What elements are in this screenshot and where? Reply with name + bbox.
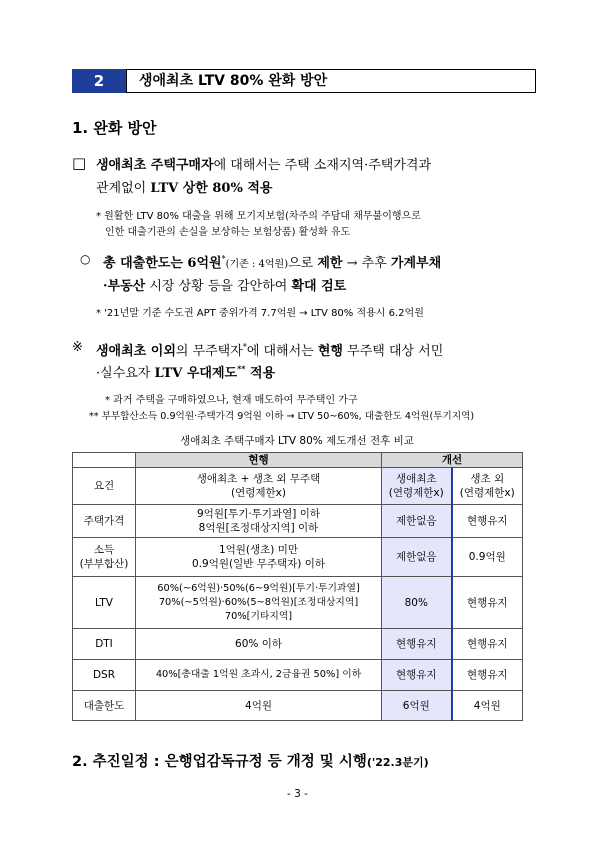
first-buyer-cell: 제한없음	[382, 538, 452, 577]
first-buyer-cell: 생애최초 (연령제한x)	[382, 468, 452, 505]
para3-note1: * 과거 주택을 구매하였으나, 현재 매도하여 무주택인 가구	[105, 395, 358, 406]
para3-text4: ·실수요자	[96, 366, 155, 381]
table-row	[73, 538, 523, 577]
para3-text2: 에 대해서는	[246, 344, 318, 359]
first-buyer-cell: 제한없음	[382, 505, 452, 538]
square-bullet: □	[72, 154, 87, 172]
table-caption: 생애최초 주택구매자 LTV 80% 제도개선 전후 비교	[180, 435, 414, 447]
other-buyer-cell: 현행유지	[452, 660, 523, 691]
heading-2-tail: ('22.3분기)	[366, 756, 429, 769]
current-cell: 1억원(생초) 미만 0.9억원(일반 무주택자) 이하	[136, 538, 382, 577]
current-cell: 9억원[투기·투기과열] 이하 8억원[조정대상지역] 이하	[136, 505, 382, 538]
other-buyer-cell: 현행유지	[452, 505, 523, 538]
para2-line1	[103, 252, 441, 271]
para3-line2	[96, 362, 275, 381]
para2-bold-limit: 총 대출한도는 6억원	[103, 256, 222, 271]
para2-line2	[103, 275, 346, 294]
current-cell: 생애최초 + 생초 외 무주택 (연령제한x)	[136, 468, 382, 505]
para2-bold-household: 가계부채	[390, 256, 442, 271]
heading-1: 1. 완화 방안	[72, 119, 157, 137]
para2-arrow: → 추후	[342, 256, 391, 271]
current-cell: 60% 이하	[136, 629, 382, 660]
para3-bold-apply: 적용	[245, 366, 276, 381]
para2-text2: 시장 상황 등을 감안하여	[145, 279, 292, 294]
current-cell: 60%(~6억원)·50%(6~9억원)[투기·투기과열] 70%(~5억원)·60%(5~8억원)[조정대상지역] 70%[기타지역]	[136, 577, 382, 629]
para1-bold-ltv: LTV 상한 80% 적용	[150, 181, 273, 196]
row-label-cell: 대출한도	[73, 691, 136, 721]
para3-text1: 의 무주택자	[175, 344, 243, 359]
para2-bold-review: 확대 검토	[291, 279, 347, 294]
para3-sup: *	[242, 342, 247, 352]
header-improve: 개선	[382, 453, 523, 468]
other-buyer-cell: 생초 외 (연령제한x)	[452, 468, 523, 505]
row-label-cell: 주택가격	[73, 505, 136, 538]
row-label-cell: DTI	[73, 629, 136, 660]
row-label-cell: 요건	[73, 468, 136, 505]
table-row	[73, 505, 523, 538]
table-row	[73, 468, 523, 505]
table-body	[73, 468, 523, 721]
current-cell: 40%[총대출 1억원 초과시, 2금융권 50%] 이하	[136, 660, 382, 691]
table-row	[73, 660, 523, 691]
table-header-row	[73, 453, 523, 468]
row-label-cell: DSR	[73, 660, 136, 691]
table-row	[73, 691, 523, 721]
first-buyer-cell: 80%	[382, 577, 452, 629]
para1-line2	[96, 177, 272, 196]
para2-paren: (기존 : 4억원)	[225, 259, 289, 270]
heading-2-main: 2. 추진일정 : 은행업감독규정 등 개정 및 시행	[72, 754, 367, 770]
first-buyer-cell: 6억원	[382, 691, 452, 721]
para1-text1: 에 대해서는 주택 소재지역·주택가격과	[213, 158, 432, 173]
para3-sup2: **	[237, 363, 246, 374]
row-label-cell: 소득 (부부합산)	[73, 538, 136, 577]
para2-text1: 으로	[288, 256, 318, 271]
first-buyer-cell: 현행유지	[382, 629, 452, 660]
para1-bold-subject: 생애최초 주택구매자	[96, 158, 214, 173]
header-blank	[73, 453, 136, 468]
ref-bullet: ※	[72, 340, 83, 355]
other-buyer-cell: 4억원	[452, 691, 523, 721]
para3-bold-other: 생애최초 이외	[96, 344, 176, 359]
section-number-box: 2	[72, 69, 126, 93]
first-buyer-cell: 현행유지	[382, 660, 452, 691]
para1-note-line2: 인한 대출기관의 손실을 보상하는 보험상품) 활성화 유도	[105, 227, 351, 238]
circle-bullet: ○	[80, 252, 91, 266]
para2-bold-realestate: ·부동산	[103, 279, 146, 294]
heading-2	[72, 750, 429, 771]
para3-bold-ltv-pref: LTV 우대제도	[154, 366, 238, 381]
current-cell: 4억원	[136, 691, 382, 721]
page-number: - 3 -	[287, 788, 308, 800]
other-buyer-cell: 현행유지	[452, 629, 523, 660]
comparison-table	[72, 452, 523, 721]
para3-line1	[96, 340, 443, 359]
other-buyer-cell: 현행유지	[452, 577, 523, 629]
para3-note2: ** 부부합산소득 0.9억원·주택가격 9억원 이하 → LTV 50~60%, 대출한도 4억원(투기지역)	[89, 411, 475, 422]
para1-note-line1: * 원활한 LTV 80% 대출을 위해 모기지보험(차주의 주담대 채무불이행으로	[96, 211, 421, 222]
header-current: 현행	[136, 453, 382, 468]
section-title-box: 생애최초 LTV 80% 완화 방안	[126, 69, 536, 93]
para2-sup: *	[221, 254, 226, 264]
para2-note: * '21년말 기준 수도권 APT 중위가격 7.7억원 → LTV 80% 적용시 6.2억원	[96, 308, 424, 319]
para3-text3: 무주택 대상 서민	[343, 344, 444, 359]
table-row	[73, 577, 523, 629]
para2-bold-restrict: 제한	[317, 256, 343, 271]
para1-line1	[96, 154, 431, 173]
table-row	[73, 629, 523, 660]
other-buyer-cell: 0.9억원	[452, 538, 523, 577]
para1-text2: 관계없이	[96, 181, 151, 196]
row-label-cell: LTV	[73, 577, 136, 629]
para3-bold-current: 현행	[317, 344, 343, 359]
